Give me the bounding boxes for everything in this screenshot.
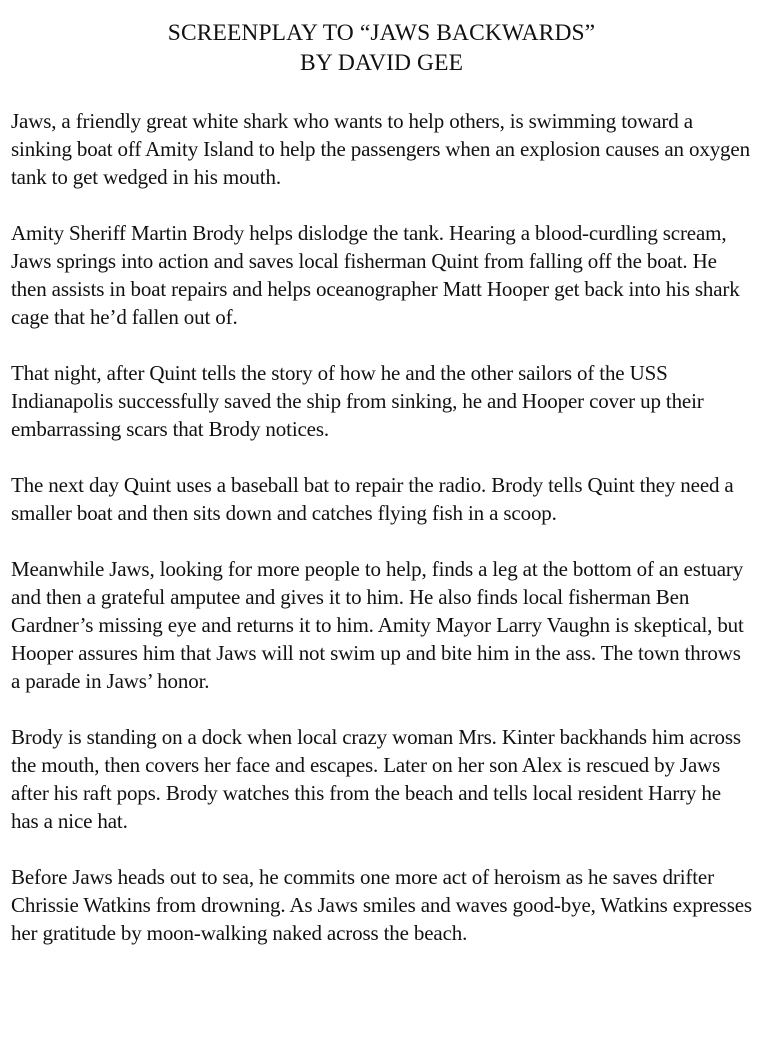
title-line-2-author: BY DAVID GEE [299, 50, 464, 76]
paragraph-7: Before Jaws heads out to sea, he commits one more act of heroism as he saves drifter Chrissie Watkins from drowning. As Jaws smiles and waves good-bye, Watkins expresses her gratitude by moon-walking naked across the beach. [11, 865, 752, 945]
paragraph-6: Brody is standing on a dock when local crazy woman Mrs. Kinter backhands him across the mouth, then covers her face and escapes. Later on her son Alex is rescued by Jaws after his raft pops. Brody watches this from the beach and tells local resident Harry he has a nice hat. [11, 725, 741, 833]
document-title [11, 18, 752, 78]
title-line-1: SCREENPLAY TO “JAWS BACKWARDS” [167, 20, 596, 46]
paragraph-1: Jaws, a friendly great white shark who wants to help others, is swimming toward a sinking boat off Amity Island to help the passengers when an explosion causes an oxygen tank to get wedged in his mouth. [11, 109, 750, 189]
paragraph-3: That night, after Quint tells the story of how he and the other sailors of the USS Indianapolis successfully saved the ship from sinking, he and Hooper cover up their embarrassing scars that Brody notices. [11, 361, 704, 441]
paragraph-2: Amity Sheriff Martin Brody helps dislodge the tank. Hearing a blood-curdling scream, Jaws springs into action and saves local fisherman Quint from falling off the boat. He then assists in boat repairs and helps oceanographer Matt Hooper get back into his shark cage that he’d fallen out of. [11, 221, 740, 329]
paragraph-5: Meanwhile Jaws, looking for more people to help, finds a leg at the bottom of an estuary and then a grateful amputee and gives it to him. He also finds local fisherman Ben Gardner’s missing eye and returns it to him. Amity Mayor Larry Vaughn is skeptical, but Hooper assures him that Jaws will not swim up and bite him in the ass. The town throws a parade in Jaws’ honor. [11, 557, 744, 693]
paragraph-4: The next day Quint uses a baseball bat to repair the radio. Brody tells Quint they need a smaller boat and then sits down and catches flying fish in a scoop. [11, 473, 734, 525]
